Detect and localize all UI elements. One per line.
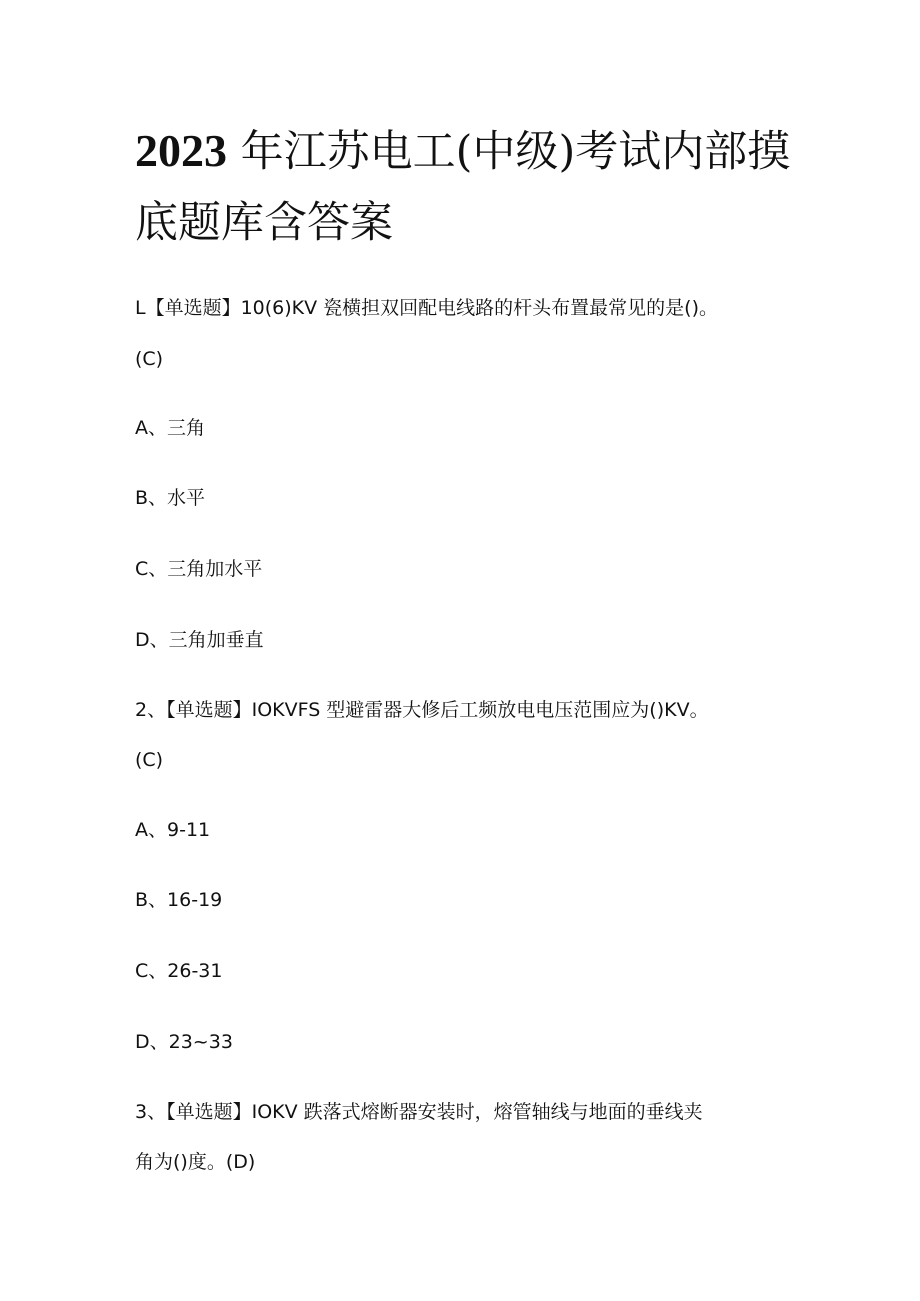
question-1-option-b: B、水平 (135, 487, 206, 509)
question-3-stem-continued: 角为()度。(D) (135, 1151, 256, 1173)
question-1-answer: (C) (135, 348, 164, 370)
question-2-option-c: C、26-31 (135, 960, 223, 982)
document-title-line-1 (135, 125, 815, 177)
question-2-answer: (C) (135, 749, 164, 771)
document-title-line-2: 底题库含答案 (135, 198, 393, 248)
title-text: 年江苏电工(中级)考试内部摸 (227, 127, 791, 177)
question-2-option-a: A、9-11 (135, 819, 211, 841)
question-1-option-d: D、三角加垂直 (135, 629, 264, 651)
title-year: 2023 (135, 125, 227, 176)
question-3-stem: 3、【单选题】IOKV 跌落式熔断器安装时，熔管轴线与地面的垂线夹 (135, 1101, 703, 1123)
question-2-option-b: B、16-19 (135, 889, 223, 911)
question-1-option-c: C、三角加水平 (135, 558, 263, 580)
question-2-option-d: D、23~33 (135, 1031, 233, 1053)
question-2-stem: 2、【单选题】IOKVFS 型避雷器大修后工频放电电压范围应为()KV。 (135, 699, 709, 721)
question-1-stem: L【单选题】10(6)KV 瓷横担双回配电线路的杆头布置最常见的是()。 (135, 297, 718, 319)
question-1-option-a: A、三角 (135, 417, 205, 439)
